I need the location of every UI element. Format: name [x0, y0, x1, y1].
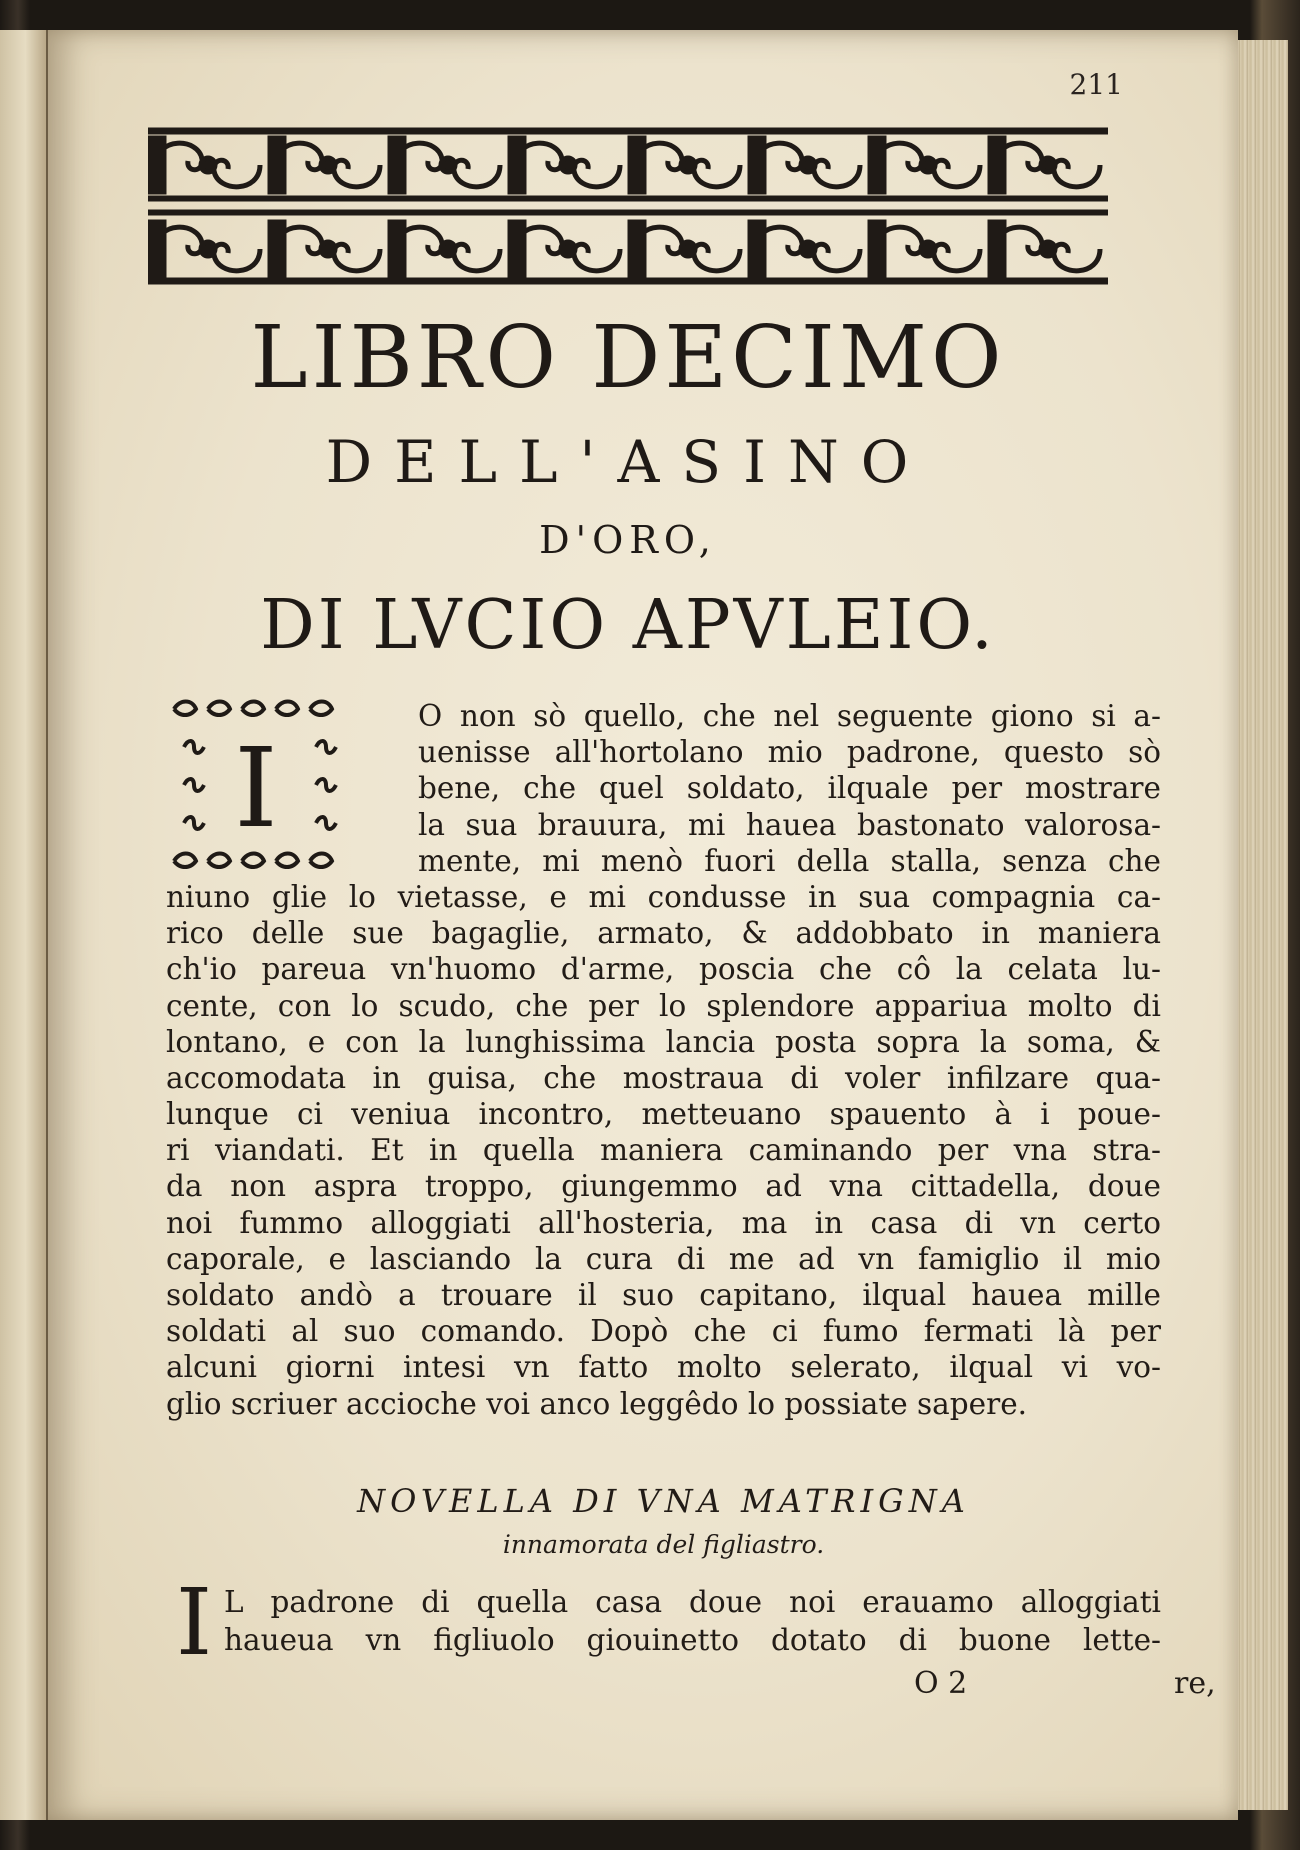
ornament-block [990, 222, 1004, 276]
text-line: noi fummo alloggiati all'hosteria, ma in casa di vn certo [166, 1205, 1161, 1240]
text-line: rico delle sue bagaglie, armato, & addobbato in maniera [166, 916, 1161, 951]
text-line: cente, con lo scudo, che per lo splendore appariua molto di [166, 988, 1161, 1023]
ornament-block [270, 138, 284, 192]
ornament-boss [921, 158, 935, 172]
text-line: da non aspra troppo, giungemmo ad vna cittadella, doue [166, 1169, 1161, 1204]
ornament-block [150, 222, 164, 276]
text-line: ch'io pareua vn'huomo d'arme, poscia che cô la celata lu- [166, 952, 1161, 987]
ornament-block [750, 222, 764, 276]
text-line: glio scriuer accioche voi anco leggêdo lo possiate sapere. [166, 1386, 1028, 1421]
text-line: ri viandati. Et in quella maniera caminando per vna stra- [166, 1133, 1161, 1168]
dropcap-letter: I [234, 724, 278, 852]
paragraph-1 [166, 698, 1161, 1422]
ornament-block [870, 222, 884, 276]
ornament-block [990, 138, 1004, 192]
ornament-block [750, 138, 764, 192]
text-line: lontano, e con la lunghissima lancia posta sopra la soma, & [166, 1024, 1161, 1059]
footer-line [166, 1666, 1216, 1702]
previous-page-edge [0, 30, 48, 1820]
text-line: uenisse all'hortolano mio padrone, questo sò [418, 735, 1161, 770]
ornament-boss [321, 242, 335, 256]
ornament-boss [681, 158, 695, 172]
ornament-block [390, 138, 404, 192]
text-line: lunque ci veniua incontro, metteuano spauento à i poue- [166, 1097, 1161, 1132]
text-line: bene, che quel soldato, ilquale per mostrare [418, 771, 1161, 806]
ornament-block [630, 138, 644, 192]
page-number: 211 [1069, 68, 1123, 101]
ornament-boss [201, 158, 215, 172]
novella-subheading: innamorata del figliastro. [502, 1530, 825, 1559]
ornament-boss [681, 242, 695, 256]
text-line: accomodata in guisa, che mostraua di voler infilzare qua- [166, 1060, 1161, 1095]
ornament-boss [1041, 158, 1055, 172]
ornamental-headpiece [148, 122, 1108, 290]
title-dell-asino: DELL'ASINO [325, 428, 931, 496]
ornament-boss [561, 242, 575, 256]
catchword: re, [1174, 1666, 1216, 1701]
paragraph-2 [166, 1583, 1161, 1659]
page-edges [1231, 40, 1288, 1810]
ornament-block [870, 138, 884, 192]
ornament-boss [441, 158, 455, 172]
text-line: soldato andò a trouare il suo capitano, ilqual hauea mille [166, 1278, 1161, 1312]
text-line: mente, mi menò fuori della stalla, senza che [418, 843, 1161, 878]
ornament-boss [801, 242, 815, 256]
book-page [48, 30, 1238, 1820]
text-line: la sua brauura, mi hauea bastonato valorosa- [418, 807, 1161, 842]
text-line: caporale, e lasciando la cura di me ad vn famiglio il mio [166, 1241, 1161, 1276]
ornament-boss [801, 158, 815, 172]
ornament-block [150, 138, 164, 192]
text-line: haueua vn figliuolo giouinetto dotato di buone lette- [224, 1623, 1161, 1657]
ornament-boss [921, 242, 935, 256]
novella-heading: NOVELLA DI VNA MATRIGNA [357, 1482, 970, 1520]
text-line: alcuni giorni intesi vn fatto molto selerato, ilqual vi vo- [166, 1350, 1161, 1385]
text-line: niuno glie lo vietasse, e mi condusse in sua compagnia ca- [166, 879, 1161, 914]
paragraph-2-initial: I [175, 1569, 213, 1676]
ornament-block [630, 222, 644, 276]
ornament-boss [441, 242, 455, 256]
signature-mark: O 2 [914, 1666, 968, 1701]
title-libro-decimo: LIBRO DECIMO [250, 308, 1006, 408]
text-line: soldati al suo comando. Dopò che ci fumo fermati là per [166, 1314, 1161, 1349]
ornament-block [390, 222, 404, 276]
text-line: O non sò quello, che nel seguente giono si a- [418, 699, 1161, 733]
title-author: DI LVCIO APVLEIO. [260, 586, 996, 665]
text-line: L padrone di quella casa doue noi erauamo alloggiati [224, 1585, 1161, 1619]
ornament-boss [1041, 242, 1055, 256]
title-d-oro: D'ORO, [539, 518, 717, 562]
ornament-boss [321, 158, 335, 172]
ornament-block [510, 138, 524, 192]
ornament-boss [561, 158, 575, 172]
ornament-boss [201, 242, 215, 256]
ornament-block [510, 222, 524, 276]
ornament-block [270, 222, 284, 276]
